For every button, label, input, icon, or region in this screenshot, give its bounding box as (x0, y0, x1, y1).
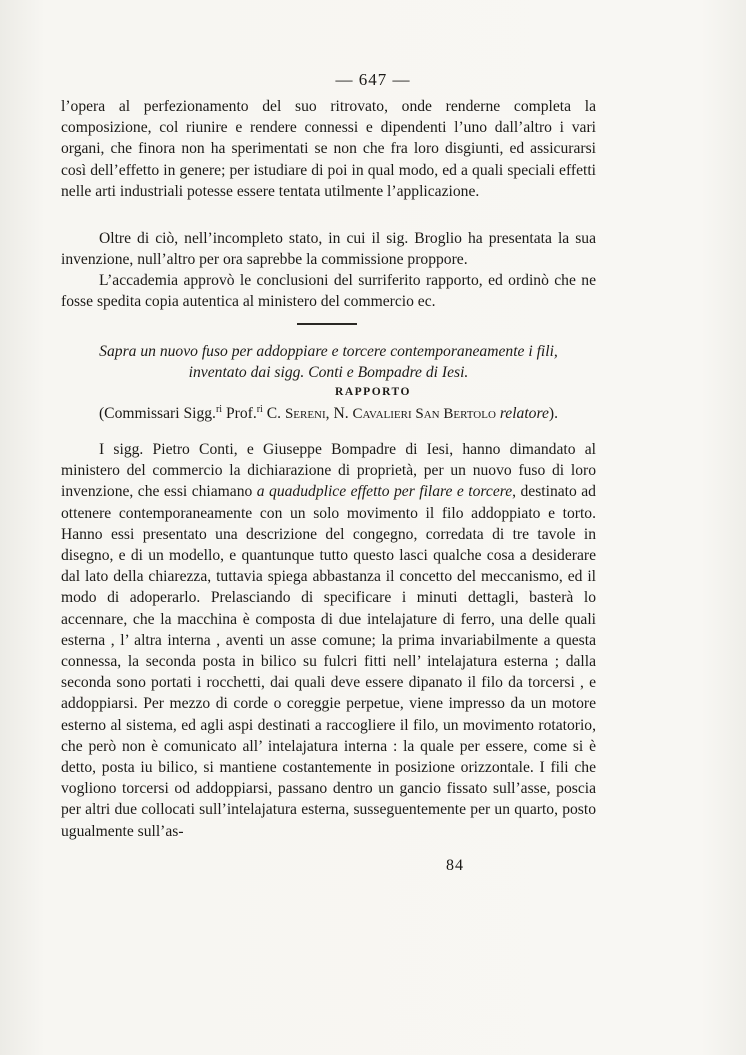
commissari-open: (Commissari Sigg. (98, 405, 216, 422)
signature-mark: 84 (446, 857, 464, 874)
report-body-part-2: , destinato ad ottenere contemporaneamente con un solo movimento il filo addoppiato e torto. Hanno essi presentato una descrizione del congegno, corredata di tre tavole in disegno, e di un modello, e quantunque tutto questo lasci qualche cosa a desiderare dal lato della chiarezza, tuttavia spiega abbastanza il concetto del meccanismo, ed il modo di adoperarlo. Prelasciando di specificare i minuti dettagli, basterà lo accennare, che la macchina è composta di due intelajature di ferro, una delle quali esterna , l’ altra interna , aventi un asse comune; la prima invariabilmente a questa connessa, la seconda posta in bilico su fulcri fitti nell’ intelajatura esterna ; dalla seconda sono portati i rocchetti, dai quali deve essere dipanato il filo da torcersi , e addoppiarsi. Per mezzo di corde o coreggie perpetue, viene impresso da un motore esterno al sistema, ed agli aspi destinati a raccogliere il filo, un movimento rotatorio, che però non è comunicato all’ intelajatura interna : la quale per essere, come si è detto, posta iu bilico, si mantiene costantemente in posizione orizzontale. I fili che vogliono torcersi od addoppiarsi, passano dentro un gancio fissato sull’asse, posciа per altri due collocati sull’intelajatura esterna, susseguentemente per un quarto, posto ugualmente sull’as- (61, 483, 596, 840)
report-heading: RAPPORTO (335, 386, 411, 398)
section-divider (297, 323, 357, 325)
commissioners-line (61, 403, 596, 425)
report-title (61, 341, 596, 383)
report-body (61, 439, 596, 842)
page-number: — 647 — (335, 70, 411, 89)
commissioner-1-initial: C. (262, 405, 285, 422)
report-title-line-2: inventato dai sigg. Conti e Bompadre di Iesi. (188, 364, 469, 382)
paragraph-oltre: Oltre di ciò, nell’incompleto stato, in cui il sig. Broglio ha presentata la sua invenzione, null’altro per ora saprebbe la commissione proppore. (61, 230, 596, 269)
commissioner-2-initial: , N. (325, 405, 353, 422)
commissioner-1-name: Sereni (284, 406, 326, 422)
commissari-sup-1: ri (215, 403, 223, 415)
commissari-sup-2: ri (256, 403, 263, 415)
paragraph-accademia: L’accademia approvò le conclusioni del surriferito rapporto, ed ordinò che ne fosse spedita copia autentica al ministero del commercio ec. (61, 272, 596, 311)
relatore-label: relatore (499, 405, 549, 422)
commissari-prof: Prof. (222, 405, 257, 422)
report-body-part-1: I sigg. Pietro Conti, e Giuseppe Bompadre di Iesi, hanno dimandato al ministero del commercio la dichiarazione di proprietà, per un nuovo fuso di loro invenzione, che essi chiamano (61, 441, 596, 501)
continuation-paragraph: l’opera al perfezionamento del suo ritrovato, onde renderne completa la composizione, col riunire e rendere connessi e dipendenti l’uno dall’altro i vari organi, che finora non ha sperimentati se non che fra loro disgiunti, ed assicurarsi così dell’effetto in genere; per istudiare di poi in qual modo, ed a quali speciali effetti nelle arti industriali potesse essere tentata utilmente l’applicazione. (61, 98, 596, 200)
report-title-line-1: Sapra un nuovo fuso per addoppiare e torcere contemporaneamente i fili, (99, 343, 558, 360)
report-body-italic-phrase: a quadudplice effetto per filare e torcere (256, 483, 513, 501)
commissari-close: ). (548, 405, 558, 422)
commissioner-2-name: Cavalieri San Bertolo (352, 406, 496, 422)
